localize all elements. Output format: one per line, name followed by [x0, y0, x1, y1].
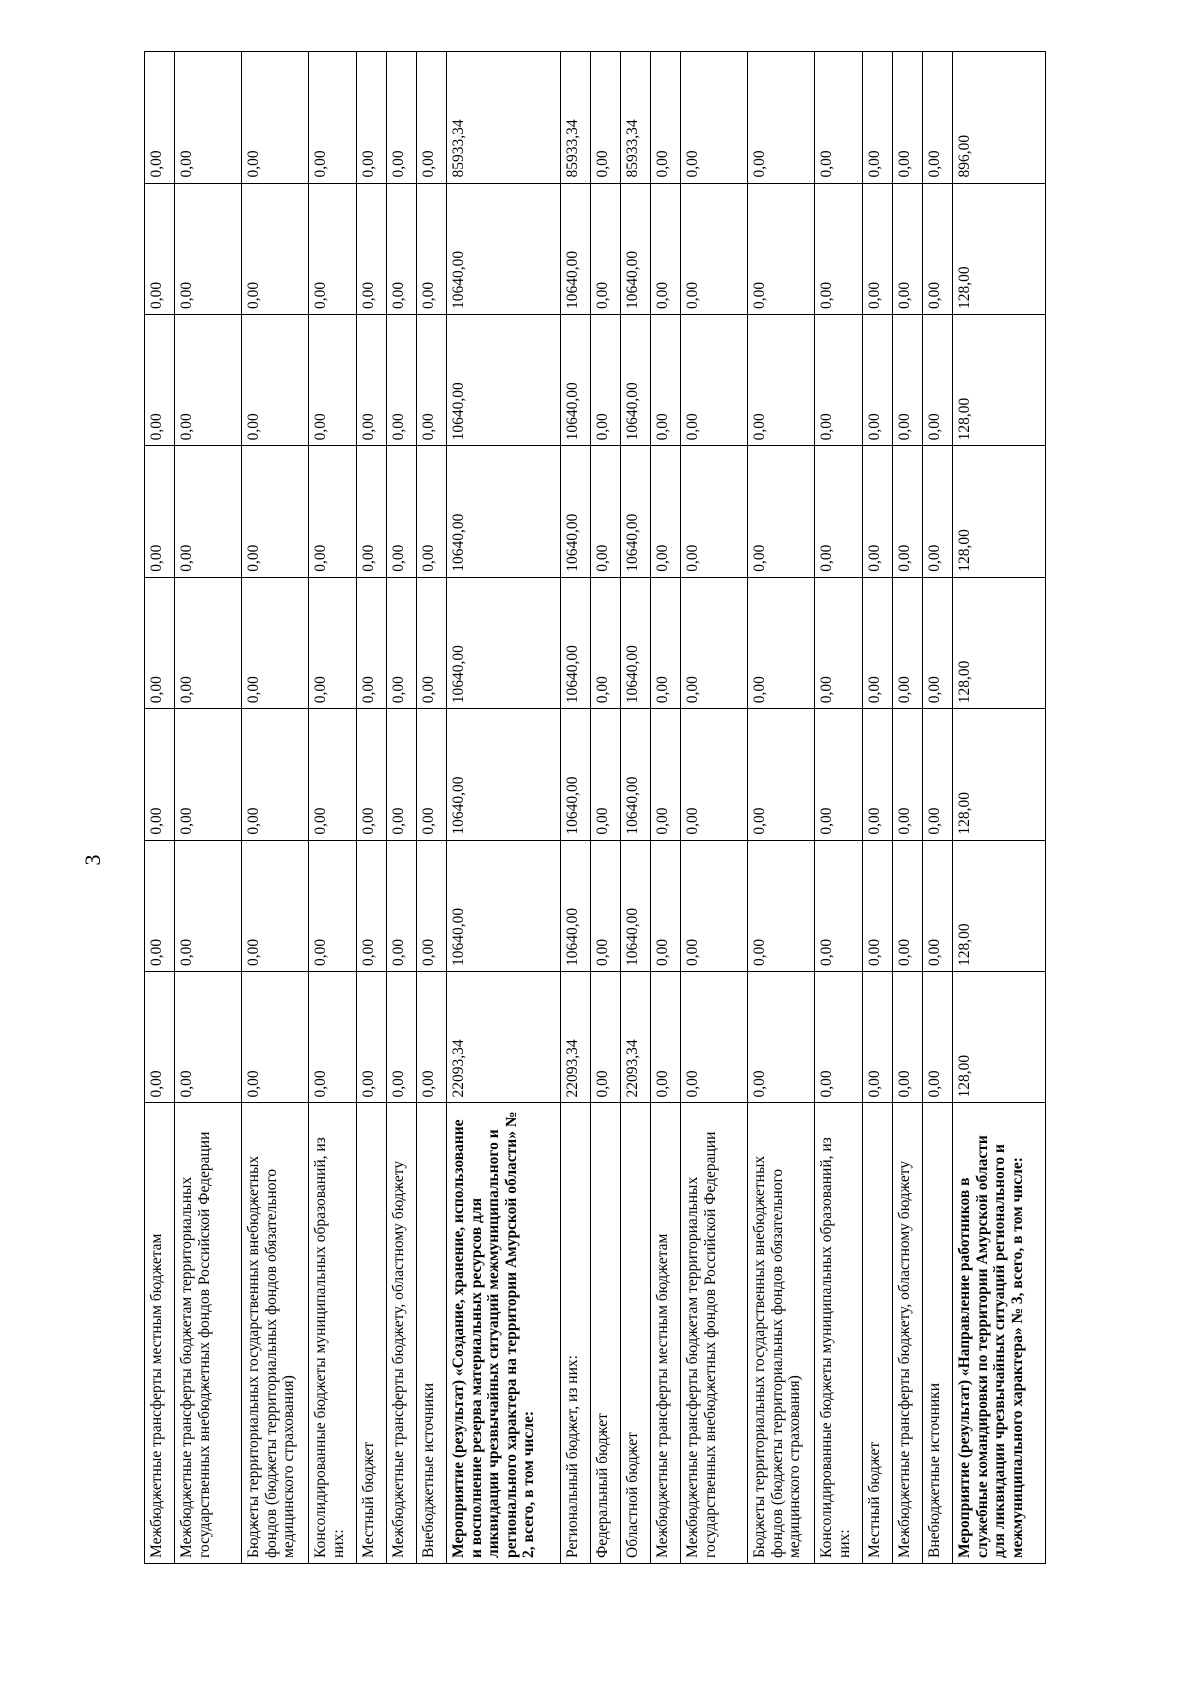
total-value-cell: 0,00	[591, 52, 621, 184]
year-value-cell: 0,00	[387, 183, 417, 314]
total-value-cell: 85933,34	[621, 52, 651, 184]
rotated-table-container	[144, 51, 1069, 1564]
total-value-cell: 85933,34	[561, 52, 591, 184]
year-value-cell: 0,00	[145, 183, 175, 314]
budget-table-body	[145, 52, 1046, 1564]
year-value-cell: 0,00	[145, 972, 175, 1103]
year-value-cell: 0,00	[591, 446, 621, 577]
year-value-cell: 0,00	[893, 709, 923, 840]
table-row	[651, 52, 681, 1564]
year-value-cell: 0,00	[357, 577, 387, 708]
year-value-cell: 0,00	[815, 709, 863, 840]
year-value-cell: 0,00	[923, 840, 953, 971]
year-value-cell: 0,00	[309, 972, 357, 1103]
year-value-cell: 0,00	[175, 972, 242, 1103]
year-value-cell: 0,00	[175, 314, 242, 445]
year-value-cell: 0,00	[417, 577, 447, 708]
total-value-cell: 0,00	[681, 52, 748, 184]
year-value-cell: 0,00	[145, 840, 175, 971]
year-value-cell: 0,00	[417, 972, 447, 1103]
year-value-cell: 0,00	[923, 314, 953, 445]
year-value-cell: 0,00	[357, 314, 387, 445]
year-value-cell: 10640,00	[621, 446, 651, 577]
year-value-cell: 10640,00	[561, 577, 591, 708]
year-value-cell: 0,00	[591, 183, 621, 314]
year-value-cell: 10640,00	[621, 840, 651, 971]
year-value-cell: 10640,00	[447, 446, 561, 577]
year-value-cell: 0,00	[815, 446, 863, 577]
table-row	[242, 52, 309, 1564]
year-value-cell: 0,00	[242, 972, 309, 1103]
total-value-cell: 0,00	[893, 52, 923, 184]
year-value-cell: 0,00	[417, 840, 447, 971]
total-value-cell: 0,00	[242, 52, 309, 184]
year-value-cell: 0,00	[591, 314, 621, 445]
row-label: Федеральный бюджет	[591, 1103, 621, 1564]
year-value-cell: 0,00	[591, 709, 621, 840]
total-value-cell: 0,00	[815, 52, 863, 184]
year-value-cell: 0,00	[591, 840, 621, 971]
year-value-cell: 0,00	[175, 840, 242, 971]
row-label: Внебюджетные источники	[923, 1103, 953, 1564]
year-value-cell: 10640,00	[561, 446, 591, 577]
year-value-cell: 0,00	[591, 972, 621, 1103]
year-value-cell: 0,00	[863, 972, 893, 1103]
total-value-cell: 0,00	[145, 52, 175, 184]
year-value-cell: 0,00	[681, 314, 748, 445]
year-value-cell: 0,00	[242, 577, 309, 708]
year-value-cell: 10640,00	[447, 183, 561, 314]
row-label: Региональный бюджет, из них:	[561, 1103, 591, 1564]
year-value-cell: 0,00	[923, 446, 953, 577]
year-value-cell: 0,00	[309, 840, 357, 971]
year-value-cell: 0,00	[748, 183, 815, 314]
year-value-cell: 0,00	[145, 709, 175, 840]
table-row	[145, 52, 175, 1564]
year-value-cell: 128,00	[953, 972, 1046, 1103]
year-value-cell: 0,00	[309, 183, 357, 314]
year-value-cell: 10640,00	[621, 183, 651, 314]
row-label: Межбюджетные трансферты местным бюджетам	[145, 1103, 175, 1564]
year-value-cell: 0,00	[923, 972, 953, 1103]
table-row	[175, 52, 242, 1564]
table-row	[309, 52, 357, 1564]
year-value-cell: 0,00	[651, 446, 681, 577]
year-value-cell: 22093,34	[447, 972, 561, 1103]
year-value-cell: 0,00	[242, 314, 309, 445]
page-number: 3	[80, 854, 105, 866]
year-value-cell: 0,00	[591, 577, 621, 708]
year-value-cell: 10640,00	[447, 314, 561, 445]
year-value-cell: 0,00	[863, 314, 893, 445]
year-value-cell: 0,00	[748, 709, 815, 840]
row-label: Межбюджетные трансферты бюджету, областному бюджету	[387, 1103, 417, 1564]
year-value-cell: 0,00	[417, 183, 447, 314]
year-value-cell: 0,00	[863, 183, 893, 314]
year-value-cell: 0,00	[417, 709, 447, 840]
row-label: Консолидированные бюджеты муниципальных образований, из них:	[309, 1103, 357, 1564]
total-value-cell: 85933,34	[447, 52, 561, 184]
row-label: Внебюджетные источники	[417, 1103, 447, 1564]
year-value-cell: 22093,34	[561, 972, 591, 1103]
row-label: Местный бюджет	[357, 1103, 387, 1564]
row-label: Бюджеты территориальных государственных внебюджетных фондов (бюджеты территориальных фондов обязательного медицинского страхования)	[748, 1103, 815, 1564]
year-value-cell: 0,00	[309, 446, 357, 577]
row-label: Консолидированные бюджеты муниципальных образований, из них:	[815, 1103, 863, 1564]
year-value-cell: 10640,00	[561, 709, 591, 840]
total-value-cell: 0,00	[651, 52, 681, 184]
year-value-cell: 128,00	[953, 709, 1046, 840]
year-value-cell: 0,00	[651, 972, 681, 1103]
year-value-cell: 0,00	[681, 577, 748, 708]
year-value-cell: 10640,00	[561, 840, 591, 971]
year-value-cell: 0,00	[417, 314, 447, 445]
year-value-cell: 0,00	[815, 183, 863, 314]
year-value-cell: 0,00	[923, 577, 953, 708]
year-value-cell: 0,00	[651, 577, 681, 708]
year-value-cell: 10640,00	[447, 840, 561, 971]
year-value-cell: 0,00	[357, 709, 387, 840]
year-value-cell: 0,00	[651, 183, 681, 314]
total-value-cell: 0,00	[923, 52, 953, 184]
table-row	[953, 52, 1046, 1564]
year-value-cell: 128,00	[953, 446, 1046, 577]
year-value-cell: 0,00	[357, 446, 387, 577]
year-value-cell: 0,00	[815, 577, 863, 708]
table-row	[417, 52, 447, 1564]
row-label: Бюджеты территориальных государственных внебюджетных фондов (бюджеты территориальных фондов обязательного медицинского страхования)	[242, 1103, 309, 1564]
row-label: Местный бюджет	[863, 1103, 893, 1564]
table-row	[863, 52, 893, 1564]
year-value-cell: 10640,00	[561, 183, 591, 314]
measure-label: Мероприятие (результат) «Создание, хранение, использование и восполнение резерва материальных ресурсов для ликвидации чрезвычайных ситуаций межмуниципального и регионального характера на территории Амурской области» № 2, всего, в том числе:	[447, 1103, 561, 1564]
total-value-cell: 0,00	[417, 52, 447, 184]
year-value-cell: 0,00	[309, 577, 357, 708]
year-value-cell: 128,00	[953, 183, 1046, 314]
year-value-cell: 0,00	[357, 840, 387, 971]
total-value-cell: 0,00	[309, 52, 357, 184]
year-value-cell: 0,00	[681, 840, 748, 971]
year-value-cell: 0,00	[387, 840, 417, 971]
year-value-cell: 0,00	[815, 314, 863, 445]
year-value-cell: 0,00	[387, 314, 417, 445]
year-value-cell: 0,00	[242, 840, 309, 971]
year-value-cell: 0,00	[242, 446, 309, 577]
year-value-cell: 0,00	[175, 183, 242, 314]
table-row	[815, 52, 863, 1564]
year-value-cell: 0,00	[923, 183, 953, 314]
year-value-cell: 0,00	[145, 314, 175, 445]
year-value-cell: 0,00	[651, 314, 681, 445]
year-value-cell: 0,00	[863, 577, 893, 708]
year-value-cell: 0,00	[175, 446, 242, 577]
table-row	[681, 52, 748, 1564]
row-label: Межбюджетные трансферты бюджету, областному бюджету	[893, 1103, 923, 1564]
year-value-cell: 0,00	[893, 577, 923, 708]
year-value-cell: 0,00	[145, 446, 175, 577]
year-value-cell: 0,00	[387, 972, 417, 1103]
table-row	[447, 52, 561, 1564]
year-value-cell: 0,00	[651, 840, 681, 971]
table-row	[748, 52, 815, 1564]
year-value-cell: 0,00	[893, 183, 923, 314]
year-value-cell: 0,00	[681, 972, 748, 1103]
table-row	[923, 52, 953, 1564]
year-value-cell: 0,00	[748, 577, 815, 708]
year-value-cell: 0,00	[893, 446, 923, 577]
year-value-cell: 128,00	[953, 577, 1046, 708]
year-value-cell: 0,00	[309, 314, 357, 445]
year-value-cell: 0,00	[357, 972, 387, 1103]
year-value-cell: 0,00	[863, 840, 893, 971]
year-value-cell: 0,00	[387, 577, 417, 708]
year-value-cell: 0,00	[748, 972, 815, 1103]
table-row	[893, 52, 923, 1564]
total-value-cell: 0,00	[387, 52, 417, 184]
year-value-cell: 0,00	[923, 709, 953, 840]
table-row	[357, 52, 387, 1564]
row-label: Межбюджетные трансферты бюджетам территориальных государственных внебюджетных фондов Российской Федерации	[681, 1103, 748, 1564]
row-label: Областной бюджет	[621, 1103, 651, 1564]
year-value-cell: 0,00	[681, 709, 748, 840]
year-value-cell: 0,00	[417, 446, 447, 577]
year-value-cell: 0,00	[357, 183, 387, 314]
year-value-cell: 10640,00	[447, 577, 561, 708]
year-value-cell: 0,00	[863, 446, 893, 577]
year-value-cell: 10640,00	[447, 709, 561, 840]
table-row	[621, 52, 651, 1564]
row-label: Межбюджетные трансферты местным бюджетам	[651, 1103, 681, 1564]
total-value-cell: 896,00	[953, 52, 1046, 184]
year-value-cell: 0,00	[748, 446, 815, 577]
year-value-cell: 0,00	[893, 972, 923, 1103]
row-label: Межбюджетные трансферты бюджетам территориальных государственных внебюджетных фондов Российской Федерации	[175, 1103, 242, 1564]
year-value-cell: 0,00	[387, 709, 417, 840]
year-value-cell: 10640,00	[621, 314, 651, 445]
year-value-cell: 0,00	[387, 446, 417, 577]
table-row	[561, 52, 591, 1564]
total-value-cell: 0,00	[175, 52, 242, 184]
year-value-cell: 0,00	[242, 183, 309, 314]
year-value-cell: 0,00	[242, 709, 309, 840]
year-value-cell: 0,00	[893, 840, 923, 971]
year-value-cell: 0,00	[815, 972, 863, 1103]
year-value-cell: 0,00	[651, 709, 681, 840]
year-value-cell: 0,00	[681, 446, 748, 577]
year-value-cell: 0,00	[175, 577, 242, 708]
year-value-cell: 0,00	[145, 577, 175, 708]
year-value-cell: 10640,00	[561, 314, 591, 445]
year-value-cell: 10640,00	[621, 709, 651, 840]
total-value-cell: 0,00	[357, 52, 387, 184]
total-value-cell: 0,00	[748, 52, 815, 184]
year-value-cell: 22093,34	[621, 972, 651, 1103]
year-value-cell: 0,00	[815, 840, 863, 971]
year-value-cell: 128,00	[953, 314, 1046, 445]
table-row	[591, 52, 621, 1564]
total-value-cell: 0,00	[863, 52, 893, 184]
year-value-cell: 128,00	[953, 840, 1046, 971]
year-value-cell: 0,00	[863, 709, 893, 840]
year-value-cell: 0,00	[309, 709, 357, 840]
table-row	[387, 52, 417, 1564]
year-value-cell: 0,00	[681, 183, 748, 314]
budget-table	[144, 51, 1046, 1564]
year-value-cell: 0,00	[175, 709, 242, 840]
measure-label: Мероприятие (результат) «Направление работников в служебные командировки по территории Амурской области для ликвидации чрезвычайных ситуаций регионального и межмуниципального характера» № 3, всего, в том числе:	[953, 1103, 1046, 1564]
year-value-cell: 10640,00	[621, 577, 651, 708]
year-value-cell: 0,00	[748, 314, 815, 445]
year-value-cell: 0,00	[893, 314, 923, 445]
year-value-cell: 0,00	[748, 840, 815, 971]
